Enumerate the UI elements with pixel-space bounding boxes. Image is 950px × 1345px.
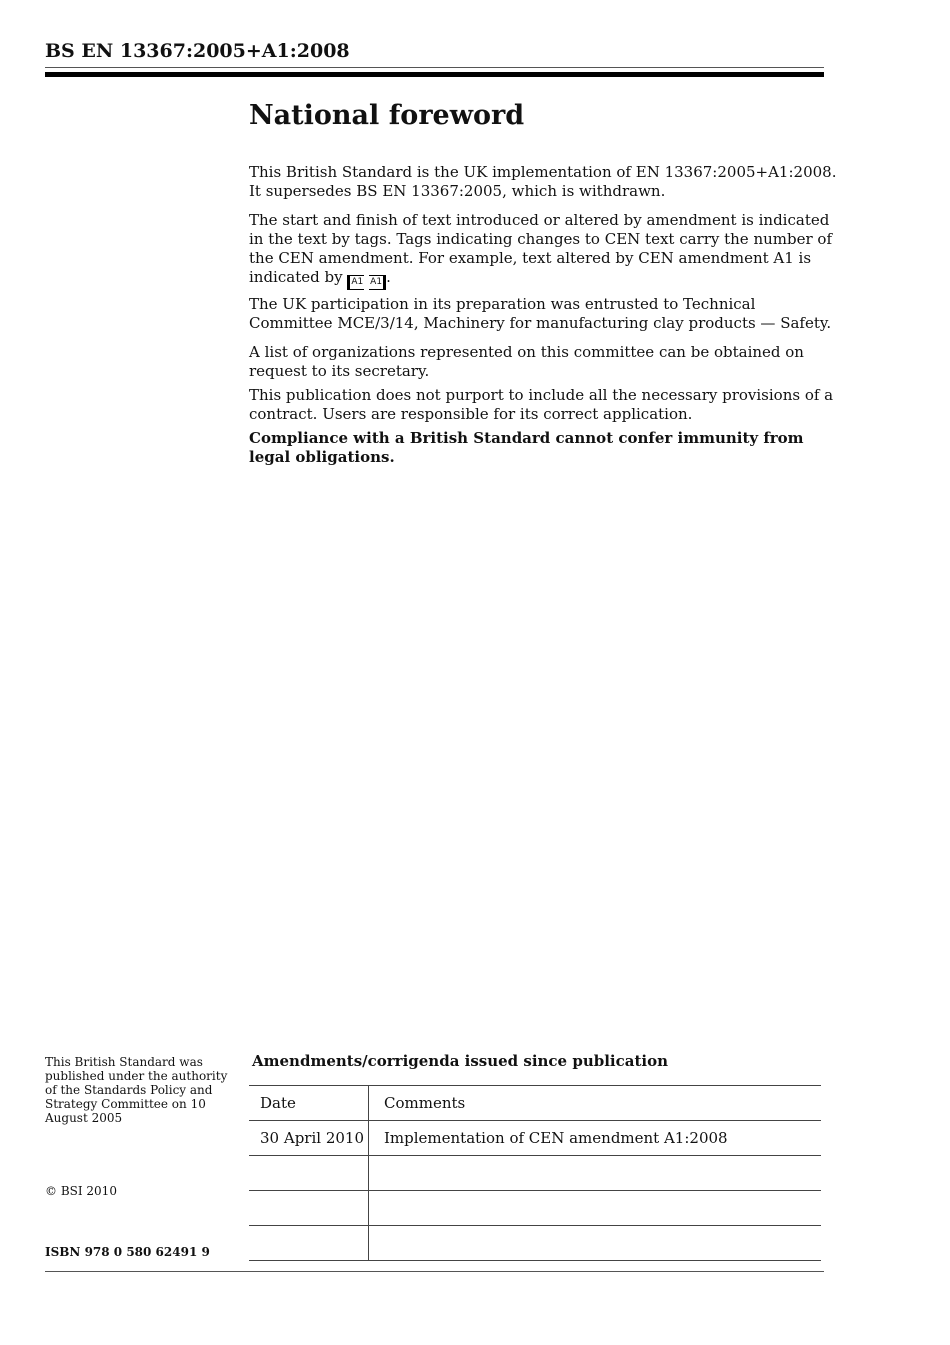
paragraph-committee: The UK participation in its preparation was entrusted to Technical Committee MCE/3/14, Machinery for manufacturing clay products — Safety. [249, 295, 832, 332]
paragraph-provisions: This publication does not purport to include all the necessary provisions of a contract. Users are responsible for its correct application. [249, 386, 834, 423]
isbn: ISBN 978 0 580 62491 9 [45, 1245, 210, 1259]
cell-comments [369, 1226, 822, 1261]
amendment-tags-text: The start and finish of text introduced or altered by amendment is indicated in the text by tags. Tags indicating changes to CEN text carry the number of the CEN amendment. For example, text altered by CEN amendment A1 is indicated by [249, 211, 833, 286]
table-row [249, 1226, 821, 1261]
cell-comments [369, 1156, 822, 1191]
document-code: BS EN 13367:2005+A1:2008 [45, 40, 350, 62]
header-divider-thin [45, 67, 824, 68]
amendment-tags-end: . [386, 268, 391, 286]
paragraph-compliance: Compliance with a British Standard cannot confer immunity from legal obligations. [249, 429, 804, 466]
paragraph-organizations: A list of organizations represented on this committee can be obtained on request to its secretary. [249, 343, 804, 380]
header-divider-thick [45, 72, 824, 77]
table-header-row [249, 1086, 821, 1121]
amendments-title: Amendments/corrigenda issued since publication [252, 1052, 668, 1070]
table-row [249, 1121, 821, 1156]
copyright: © BSI 2010 [45, 1184, 117, 1198]
publication-note: This British Standard was published under the authority of the Standards Policy and Strategy Committee on 10 August 2005 [45, 1055, 228, 1125]
column-header-date: Date [249, 1086, 369, 1121]
footer-divider [45, 1271, 824, 1272]
page-title: National foreword [249, 100, 525, 131]
cell-date [249, 1191, 369, 1226]
foreword-body [249, 163, 839, 477]
cell-comments: Implementation of CEN amendment A1:2008 [369, 1121, 822, 1156]
table-row [249, 1156, 821, 1191]
column-header-comments: Comments [369, 1086, 822, 1121]
cell-date: 30 April 2010 [249, 1121, 369, 1156]
amendment-close-tag-icon: A1 [369, 275, 386, 290]
amendments-table [249, 1085, 821, 1261]
table-row [249, 1191, 821, 1226]
amendment-open-tag-icon: A1 [347, 275, 364, 290]
cell-date [249, 1156, 369, 1191]
paragraph-amendment-tags [249, 211, 839, 290]
cell-comments [369, 1191, 822, 1226]
cell-date [249, 1226, 369, 1261]
paragraph-implementation: This British Standard is the UK implementation of EN 13367:2005+A1:2008. It supersedes BS EN 13367:2005, which is withdrawn. [249, 163, 837, 200]
